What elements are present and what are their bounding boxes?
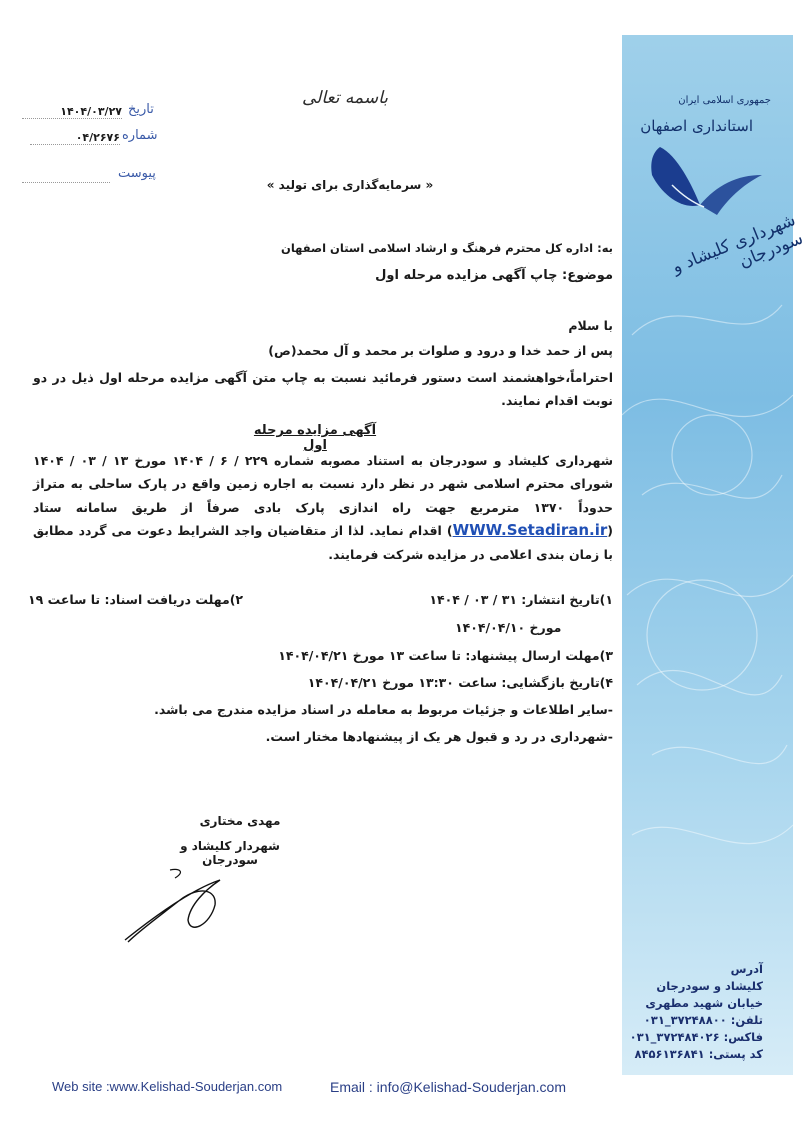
- address-line2: خیابان شهید مطهری: [645, 996, 763, 1010]
- letterhead-strip: [622, 35, 806, 1075]
- municipality-name: شهرداری کلیشاد و سودرجان: [669, 210, 806, 278]
- item-docs-deadline-date: مورخ ۱۴۰۴/۰۴/۱۰: [455, 620, 562, 635]
- number-value: ۰۴/۲۶۷۶: [30, 131, 120, 145]
- fax: فاکس: ۳۷۲۴۸۴۰۲۶_۰۳۱: [629, 1030, 763, 1044]
- signatory-title: شهردار کلیشاد و سودرجان: [180, 839, 280, 867]
- phone: تلفن: ۳۷۲۴۸۸۰۰_۰۳۱: [643, 1013, 763, 1027]
- date-label: تاریخ: [128, 102, 154, 117]
- notice-title: آگهی مزایده مرحله اول: [253, 423, 377, 453]
- item-submission-deadline: ۳)مهلت ارسال پیشنهاد: تا ساعت ۱۳ مورخ ۱۴۰۴/۰۴/۲۱: [278, 648, 613, 663]
- notice-body-part1: شهرداری کلیشاد و سودرجان به استناد مصوبه شماره ۲۲۹ / ۶ / ۱۴۰۴ مورخ ۱۳ / ۰۳ / ۱۴۰۴ شورای محترم اسلامی شهر در نظر دارد نسبت به اجاره زمین واقع در پارک ساحلی به متراژ حدوداً ۱۳۷۰ مترمربع جهت راه اندازی پارک بادی صرفاً از طریق سامانه ستاد (: [33, 453, 613, 539]
- attachment-label: پیوست: [118, 166, 156, 181]
- footer-email[interactable]: Email : info@Kelishad-Souderjan.com: [330, 1079, 566, 1095]
- date-value: ۱۴۰۴/۰۳/۲۷: [22, 105, 122, 119]
- footer-website[interactable]: Web site :www.Kelishad-Souderjan.com: [52, 1079, 283, 1094]
- addressee: به: اداره کل محترم فرهنگ و ارشاد اسلامی استان اصفهان: [281, 241, 613, 255]
- bismillah: باسمه تعالی: [302, 88, 388, 108]
- motto: « سرمایه‌گذاری برای تولید »: [266, 178, 434, 192]
- notice-body-part2: ) اقدام نماید. لذا از متقاضیان واجد الشرایط دعوت می گردد مطابق با زمان بندی اعلامی در مزایده شرکت فرمایند.: [33, 523, 613, 562]
- province-text: استانداری اصفهان: [640, 117, 753, 135]
- decorative-pattern: [622, 35, 793, 1075]
- item-publish-date: ۱)تاریخ انتشار: ۳۱ / ۰۳ / ۱۴۰۴: [429, 592, 613, 607]
- praise-line: پس از حمد خدا و درود و صلوات بر محمد و آل محمد(ص): [268, 343, 613, 358]
- item-opening-date: ۴)تاریخ بازگشایی: ساعت ۱۳:۳۰ مورخ ۱۴۰۴/۰۴/۲۱: [307, 675, 613, 690]
- note-details: -سایر اطلاعات و جزئیات مربوط به معامله در اسناد مزایده مندرج می باشد.: [154, 702, 613, 717]
- address-line1: کلیشاد و سودرجان: [656, 979, 763, 993]
- setad-link[interactable]: WWW.Setadiran.ir: [452, 521, 608, 540]
- greeting: با سلام: [568, 318, 613, 333]
- number-label: شماره: [122, 128, 158, 143]
- address-label: آدرس: [730, 962, 763, 976]
- signatory-name: مهدی مختاری: [199, 814, 281, 828]
- request-paragraph: احتراماً،خواهشمند است دستور فرمائید نسبت به چاپ متن آگهی مزایده مرحله اول ذیل در دو نوبت اقدام نمایند.: [33, 370, 613, 408]
- item-docs-deadline: ۲)مهلت دریافت اسناد: تا ساعت ۱۹: [28, 592, 244, 607]
- subject: موضوع: چاپ آگهی مزایده مرحله اول: [375, 268, 613, 283]
- municipality-logo: [651, 147, 762, 215]
- notice-body: [33, 449, 613, 566]
- handwritten-signature: [120, 860, 240, 950]
- republic-text: جمهوری اسلامی ایران: [678, 95, 771, 106]
- note-rights: -شهرداری در رد و قبول هر یک از پیشنهادها مختار است.: [265, 729, 613, 744]
- attachment-value: [22, 170, 110, 183]
- postal-code: کد پستی: ۸۴۵۶۱۳۶۸۴۱: [634, 1047, 763, 1061]
